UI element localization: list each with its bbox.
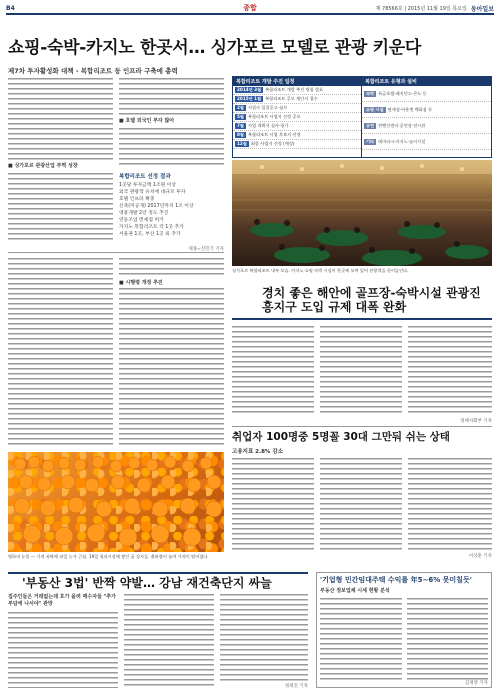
summary-line: 호텔 인프라 확충 [119, 197, 155, 202]
story5-col-a [320, 596, 402, 682]
fruit-photo-caption: 영하의 눈물 — 가격 폭락에 과일 농가 근심. 19일 청과시장에 쌓인 귤 상자들. 출하량이 늘며 가격이 떨어졌다. [8, 554, 209, 559]
newspaper-logo: 동아일보 [470, 5, 494, 13]
summary-line: 연동조업 면세점 허가 [119, 218, 164, 223]
fruit-illustration [8, 452, 224, 552]
facility-row: 쇼핑 시설 면세점·아웃렛 백화점 등 [362, 102, 491, 118]
lead-article-col-2 [119, 76, 224, 166]
issue-meta: 제 78566호 | 2015년 11월 19일 목요일 [375, 5, 467, 12]
story3-byline: 이상훈 기자 [468, 554, 492, 559]
story2-lead-label: ■ 시행령 개정 추진 [119, 278, 224, 287]
summary-line: 1곳당 투자금액 1조원 이상 [119, 183, 177, 188]
timeline-row: 7월 사업 계획서 심사·평가 [233, 122, 361, 131]
fruit-photo [8, 452, 224, 552]
story4-headline: '부동산 3법' 반짝 약발… 강남 재건축단지 싸늘 [22, 576, 272, 590]
story3-col-a [232, 456, 314, 552]
summary-title: 복합리조트 선정 결과 [119, 174, 171, 180]
summary-line: 신축(미공개) 2017년까지 1조 이상 [119, 204, 194, 209]
lead-byline: 세종=신민기 기자 [188, 247, 224, 252]
summary-line: 외국 관광객 유치에 대규모 투자 [119, 190, 186, 195]
story5-box [316, 572, 492, 688]
divider [8, 252, 224, 253]
story4-subhead: 집주인들은 거래없는데 호가 올려 매수자들 "추가 부담에 나서야" 관망 [8, 594, 116, 607]
timeline-row: 8월 복합리조트 사업 후보지 선정 [233, 131, 361, 140]
story3-col-b [320, 456, 402, 552]
story2-col-c [408, 324, 492, 416]
facility-row: 기타 테마파크·카지노·놀이시설 [362, 134, 491, 150]
summary-line: 카지노 복합리조트 각 1곳 추가 [119, 225, 184, 230]
casino-illustration [232, 160, 492, 266]
section-name: 종합 [243, 4, 257, 12]
story4-col-c [220, 592, 308, 688]
story2-headline: 경치 좋은 해안에 골프장-숙박시설 관광진흥지구 도입 규제 대폭 완화 [262, 286, 481, 314]
timeline-row: 2014년 3월 복합리조트 개발 추진 방침 발표 [233, 86, 361, 95]
development-infobox [232, 76, 492, 158]
story4-col-b [124, 592, 214, 688]
timeline-row: 12월 최종 사업자 선정 (예정) [233, 140, 361, 149]
infobox-left-title: 복합리조트 개발 주진 일정 [233, 77, 361, 86]
lead-subheadline: 제7차 투자활성화 대책 - 복합리조트 등 인프라 구축에 총력 [8, 67, 178, 75]
lead-subhead-2: ■ 호텔 외국인 부자 많아 [119, 116, 224, 125]
story3-col-c [408, 456, 492, 552]
lead-article-col-1 [8, 76, 113, 241]
story5-headline: '기업형 민간임대주택 수익률 年5~6% 못미칠듯' [320, 576, 472, 584]
page-number: B4 [6, 4, 15, 12]
story3-subhead: 고용지표 2.8% 감소 [232, 449, 283, 455]
story4-byline: 정세진 기자 [220, 683, 308, 689]
timeline-row: 2015년 1월 복합리조트 공모 제안서 접수 [233, 95, 361, 104]
story2-left-col-1 [8, 256, 113, 446]
casino-photo [232, 160, 492, 266]
story2-byline: 정책사회부 기자 [460, 419, 492, 424]
timeline-row: 2월 사업자 입찰공고·심사 [233, 104, 361, 113]
story5-col-b [407, 596, 489, 682]
story4-rule [8, 572, 308, 574]
story2-rule [232, 318, 492, 320]
story2-col-b [320, 324, 402, 416]
story5-subhead: 부동산 정보업체 시세 현황 분석 [320, 588, 390, 594]
lead-headline: 쇼핑-숙박-카지노 한곳서… 싱가포르 모델로 관광 키운다 [8, 38, 421, 58]
infobox-right-title: 복합리조트 유형과 설비 [362, 77, 491, 86]
facility-row: 공연 컨벤션센터·공연장·전시관 [362, 118, 491, 134]
casino-photo-caption: 싱가포르 복합리조트 내부 모습. 카지노·쇼핑·숙박 시설이 한곳에 모여 있어 관광객을 끌어들인다. [232, 268, 409, 273]
lead-subhead-1: ■ 싱가포르 관광산업 부쩍 성장 [8, 161, 113, 170]
masthead [6, 3, 494, 15]
story2-col-a [232, 324, 314, 416]
divider [232, 426, 492, 427]
facility-row: 숙박 특급호텔·레지던스·콘도 등 [362, 86, 491, 102]
story4-col-a [8, 610, 118, 688]
summary-line: 서울권 1곳, 부산 1곳 외 추가 [119, 232, 181, 237]
timeline-row: 5월 복합리조트 사업자 선정 공모 [233, 113, 361, 122]
summary-sidebar [119, 172, 224, 244]
story2-left-col-2 [119, 256, 224, 446]
story3-headline: 취업자 100명중 5명꼴 30대 그만둬 쉬는 상태 [232, 431, 450, 443]
summary-line: 영흥개발 2년 정도 추진 [119, 211, 169, 216]
story5-byline: 김재영 기자 [464, 681, 488, 686]
